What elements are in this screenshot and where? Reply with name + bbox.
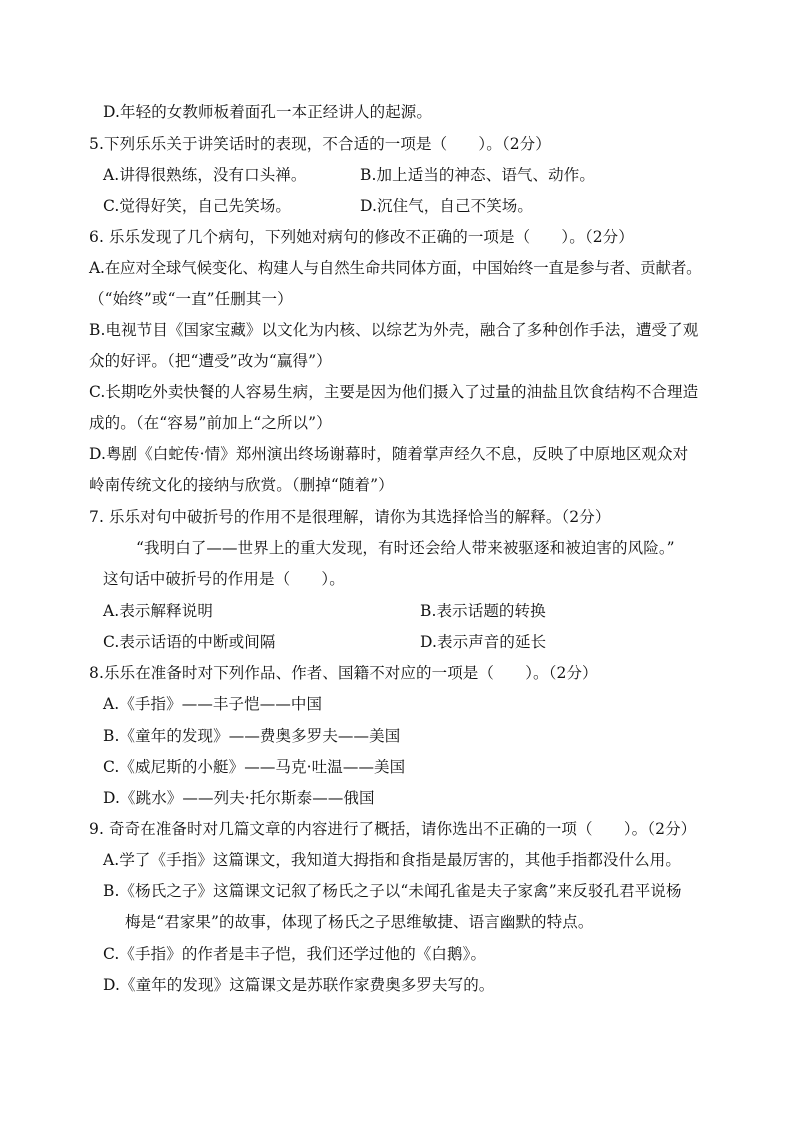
q6-option-b-line1: B.电视节目《国家宝藏》以文化为内核、以综艺为外壳，融合了多种创作手法，遭受了观 <box>89 321 699 339</box>
q7-question: 这句话中破折号的作用是（ ）。 <box>103 570 345 588</box>
q6-option-b-line2: 众的好评。（把“遭受”改为“赢得”） <box>89 352 332 370</box>
q5-option-a: A.讲得很熟练，没有口头禅。 <box>103 166 307 184</box>
q5-option-b: B.加上适当的神态、语气、动作。 <box>360 166 595 184</box>
q7-option-a: A.表示解释说明 <box>103 602 213 620</box>
q6-option-d-line1: D.粤剧《白蛇传·情》郑州演出终场谢幕时，随着掌声经久不息，反映了中原地区观众对 <box>89 445 689 463</box>
q7-option-c: C.表示话语的中断或间隔 <box>103 633 276 651</box>
q5-option-c: C.觉得好笑，自己先笑场。 <box>103 197 292 215</box>
q5-stem: 5.下列乐乐关于讲笑话时的表现，不合适的一项是（ ）。（2分） <box>89 135 551 153</box>
q6-option-a-line1: A.在应对全球气候变化、构建人与自然生命共同体方面，中国始终一直是参与者、贡献者。 <box>89 259 702 277</box>
q8-option-c: C.《威尼斯的小艇》——马克·吐温——美国 <box>103 758 406 776</box>
q8-option-b: B.《童年的发现》——费奥多罗夫——美国 <box>103 727 401 745</box>
q9-option-b-line1: B.《杨氏之子》这篇课文记叙了杨氏之子以“未闻孔雀是夫子家禽”来反驳孔君平说杨 <box>103 882 682 900</box>
q7-quote: “我明白了——世界上的重大发现，有时还会给人带来被驱逐和被迫害的风险。” <box>136 539 675 557</box>
q4-option-d: D.年轻的女教师板着面孔一本正经讲人的起源。 <box>103 103 433 121</box>
q6-option-c-line1: C.长期吃外卖快餐的人容易生病，主要是因为他们摄入了过量的油盐且饮食结构不合理造 <box>89 383 699 401</box>
q9-option-d: D.《童年的发现》这篇课文是苏联作家费奥多罗夫写的。 <box>103 976 495 994</box>
q9-option-c: C.《手指》的作者是丰子恺，我们还学过他的《白鹅》。 <box>103 945 487 963</box>
q6-option-a-line2: （“始终”或“一直”任删其一） <box>89 290 293 308</box>
q8-option-a: A.《手指》——丰子恺——中国 <box>103 695 323 713</box>
q9-stem: 9. 奇奇在准备时对几篇文章的内容进行了概括，请你选出不正确的一项（ ）。（2分） <box>89 820 697 838</box>
q7-option-b: B.表示话题的转换 <box>420 602 546 620</box>
q9-option-b-line2: 梅是“君家果”的故事，体现了杨氏之子思维敏捷、语言幽默的特点。 <box>125 913 594 931</box>
q7-stem: 7. 乐乐对句中破折号的作用不是很理解，请你为其选择恰当的解释。（2分） <box>89 508 611 526</box>
q5-option-d: D.沉住气，自己不笑场。 <box>360 197 534 215</box>
q8-stem: 8.乐乐在准备时对下列作品、作者、国籍不对应的一项是（ ）。（2分） <box>89 664 598 682</box>
q7-option-d: D.表示声音的延长 <box>420 633 547 651</box>
q6-option-d-line2: 岭南传统文化的接纳与欣赏。（删掉“随着”） <box>89 476 394 494</box>
q6-option-c-line2: 成的。（在“容易”前加上“之所以”） <box>89 414 332 432</box>
q9-option-a: A.学了《手指》这篇课文，我知道大拇指和食指是最厉害的，其他手指都没什么用。 <box>103 851 681 869</box>
q6-stem: 6. 乐乐发现了几个病句，下列她对病句的修改不正确的一项是（ ）。（2分） <box>89 228 634 246</box>
q8-option-d: D.《跳水》——列夫·托尔斯泰——俄国 <box>103 789 375 807</box>
